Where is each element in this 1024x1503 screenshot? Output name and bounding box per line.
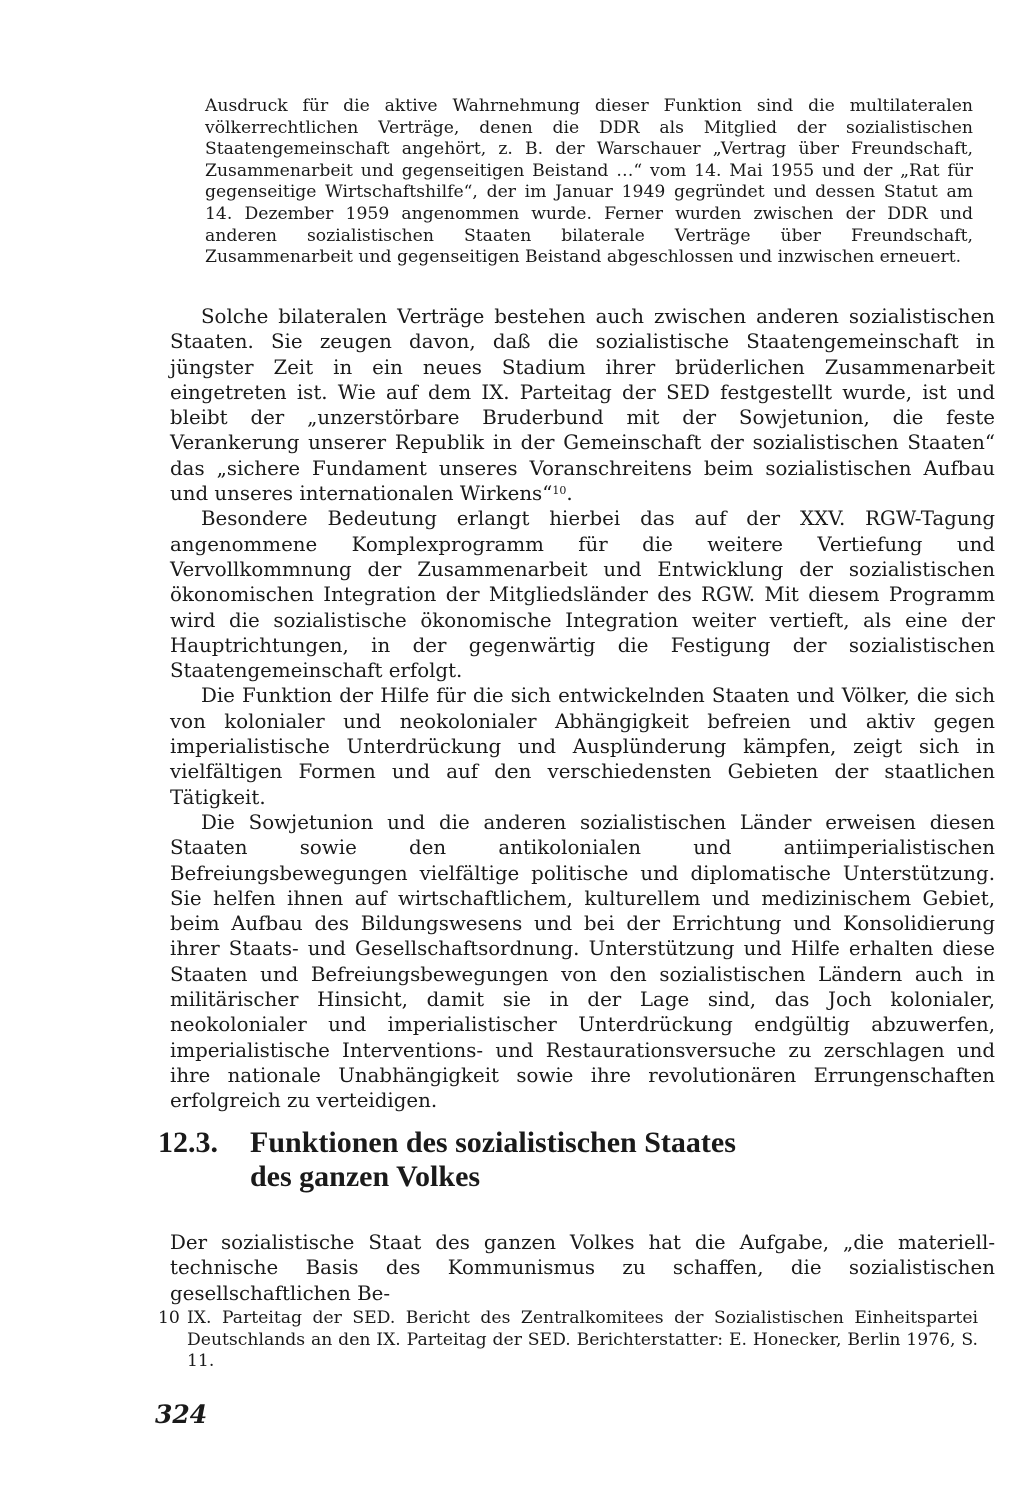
footnote (158, 1308, 978, 1373)
section-intro-paragraph: Der sozialistische Staat des ganzen Volkes hat die Aufgabe, „die materiell-technische Basis des Kommunismus zu schaffen, die sozialistischen gesellschaftlichen Be- (170, 1231, 995, 1305)
footnote-number: 10 (158, 1308, 180, 1328)
section-heading (158, 1126, 938, 1194)
body-paragraph: Besondere Bedeutung erlangt hierbei das auf der XXV. RGW-Tagung angenommene Komplexprogramm für die weitere Vertiefung und Vervollkommnung der Zusammenarbeit und Entwicklung der sozialistischen ökonomischen Integration der Mitgliedsländer des RGW. Mit diesem Programm wird die sozialistische ökonomische Integration weiter vertieft, als eine der Hauptrichtungen, in der gegenwärtig die Festigung der sozialistischen Staatengemeinschaft erfolgt. (170, 507, 995, 683)
footnote-text: IX. Parteitag der SED. Bericht des Zentralkomitees der Sozialistischen Einheitspartei Deutschlands an den IX. Parteitag der SED. Berichterstatter: E. Honecker, Berlin 1976, S. 11. (187, 1308, 978, 1371)
section-title (250, 1126, 890, 1194)
section-title-line-1: Funktionen des sozialistischen Staates (250, 1126, 736, 1159)
body-text (170, 304, 995, 1114)
paragraph-text: Solche bilateralen Verträge bestehen auch zwischen anderen sozialistischen Staaten. Sie zeugen davon, daß die sozialistische Staatengemeinschaft in jüngster Zeit in ein neues Stadium ihrer brüderlichen Zusammenarbeit eingetreten ist. Wie auf dem IX. Parteitag der SED festgestellt wurde, ist und bleibt der „unzerstörbare Bruderbund mit der Sowjetunion, die feste Verankerung unserer Republik in der Gemeinschaft der sozialistischen Staaten“ das „sichere Fundament unseres Voranschreitens beim sozialistischen Aufbau und unseres internationalen Wirkens“ (170, 305, 995, 506)
section-body-text (170, 1230, 995, 1306)
section-title-line-2: des ganzen Volkes (250, 1160, 481, 1193)
paragraph-end-period: . (566, 482, 573, 506)
section-number: 12.3. (158, 1126, 218, 1159)
body-paragraph (170, 304, 995, 506)
block-quote-paragraph: Ausdruck für die aktive Wahrnehmung dieser Funktion sind die multilateralen völkerrechtlichen Verträge, denen die DDR als Mitglied der sozialistischen Staatengemeinschaft angehört, z. B. der Warschauer „Vertrag über Freundschaft, Zusammenarbeit und gegenseitigen Beistand …“ vom 14. Mai 1955 und der „Rat für gegenseitige Wirtschaftshilfe“, der im Januar 1949 gegründet und dessen Statut am 14. Dezember 1959 angenommen wurde. Ferner wurden zwischen der DDR und anderen sozialistischen Staaten bilaterale Verträge über Freundschaft, Zusammenarbeit und gegenseitigen Beistand abgeschlossen und inzwischen erneuert. (205, 96, 973, 268)
body-paragraph: Die Funktion der Hilfe für die sich entwickelnden Staaten und Völker, die sich von kolonialer und neokolonialer Abhängigkeit befreien und aktiv gegen imperialistische Unterdrückung und Ausplünderung kämpfen, zeigt sich in vielfältigen Formen und auf den verschiedensten Gebieten der staatlichen Tätigkeit. (170, 684, 995, 809)
page-number: 324 (155, 1400, 208, 1429)
body-paragraph: Die Sowjetunion und die anderen sozialistischen Länder erweisen diesen Staaten sowie den antikolonialen und antiimperialistischen Befreiungsbewegungen vielfältige politische und diplomatische Unterstützung. Sie helfen ihnen auf wirtschaftlichem, kulturellem und medizinischem Gebiet, beim Aufbau des Bildungswesens und bei der Errichtung und Konsolidierung ihrer Staats- und Gesellschaftsordnung. Unterstützung und Hilfe erhalten diese Staaten und Befreiungsbewegungen von den sozialistischen Ländern auch in militärischer Hinsicht, damit sie in der Lage sind, das Joch kolonialer, neokolonialer und imperialistischer Unterdrückung endgültig abzuwerfen, imperialistische Interventions- und Restaurationsversuche zu zerschlagen und ihre nationale Unabhängigkeit sowie ihre revolutionären Errungenschaften erfolgreich zu verteidigen. (170, 810, 995, 1113)
footnote-reference[interactable]: 10 (552, 484, 567, 498)
